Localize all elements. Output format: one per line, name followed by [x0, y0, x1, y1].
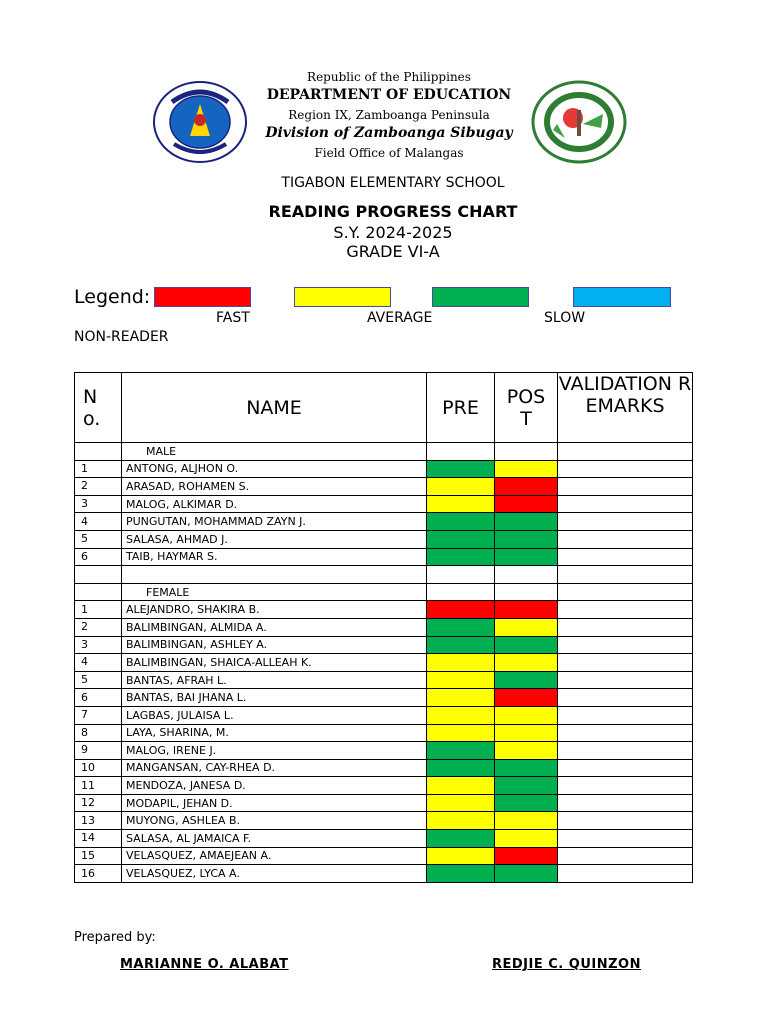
- header-post: POST: [495, 373, 558, 443]
- spacer-cell: [75, 566, 122, 584]
- legend-title: Legend:: [74, 286, 151, 308]
- section-no-cell: [75, 443, 122, 461]
- pre-status-cell: [427, 495, 495, 513]
- post-status-cell: [495, 865, 558, 883]
- section-label: MALE: [122, 443, 427, 461]
- pre-status-cell: [427, 742, 495, 760]
- student-number: 12: [75, 794, 122, 812]
- table-row: [75, 865, 693, 883]
- field-office-line: Field Office of Malangas: [314, 146, 464, 160]
- pre-status-cell: [427, 777, 495, 795]
- header-name: NAME: [122, 373, 427, 443]
- pre-status-cell: [427, 865, 495, 883]
- validation-remarks-cell: [558, 654, 693, 672]
- student-number: 16: [75, 865, 122, 883]
- student-name: BALIMBINGAN, SHAICA-ALLEAH K.: [122, 654, 427, 672]
- pre-status-cell: [427, 654, 495, 672]
- signatory-2: REDJIE C. QUINZON: [492, 957, 641, 972]
- student-number: 14: [75, 830, 122, 848]
- student-name: PUNGUTAN, MOHAMMAD ZAYN J.: [122, 513, 427, 531]
- pre-status-cell: [427, 830, 495, 848]
- student-number: 7: [75, 706, 122, 724]
- section-row: [75, 583, 693, 601]
- student-name: BANTAS, BAI JHANA L.: [122, 689, 427, 707]
- pre-status-cell: [427, 689, 495, 707]
- pre-status-cell: [427, 706, 495, 724]
- student-number: 2: [75, 478, 122, 496]
- prepared-by-label: Prepared by:: [74, 930, 156, 945]
- post-status-cell: [495, 671, 558, 689]
- post-status-cell: [495, 812, 558, 830]
- table-row: [75, 618, 693, 636]
- post-status-cell: [495, 601, 558, 619]
- post-status-cell: [495, 794, 558, 812]
- header-no: No.: [75, 373, 122, 443]
- student-name: VELASQUEZ, AMAEJEAN A.: [122, 847, 427, 865]
- student-number: 9: [75, 742, 122, 760]
- table-row: [75, 794, 693, 812]
- student-number: 5: [75, 671, 122, 689]
- legend-label-slow: SLOW: [544, 310, 586, 326]
- department-line: DEPARTMENT OF EDUCATION: [266, 87, 512, 103]
- table-row: [75, 601, 693, 619]
- student-number: 13: [75, 812, 122, 830]
- student-number: 1: [75, 601, 122, 619]
- post-status-cell: [495, 618, 558, 636]
- post-status-cell: [495, 513, 558, 531]
- table-row: [75, 812, 693, 830]
- student-name: MANGANSAN, CAY-RHEA D.: [122, 759, 427, 777]
- validation-remarks-cell: [558, 601, 693, 619]
- validation-remarks-cell: [558, 636, 693, 654]
- student-name: MALOG, ALKIMAR D.: [122, 495, 427, 513]
- student-number: 4: [75, 513, 122, 531]
- student-number: 4: [75, 654, 122, 672]
- student-name: MUYONG, ASHLEA B.: [122, 812, 427, 830]
- division-line: Division of Zamboanga Sibugay: [265, 125, 513, 141]
- validation-remarks-cell: [558, 742, 693, 760]
- signatory-1: MARIANNE O. ALABAT: [120, 957, 289, 972]
- table-row: [75, 706, 693, 724]
- table-row: [75, 759, 693, 777]
- validation-remarks-cell: [558, 513, 693, 531]
- validation-remarks-cell: [558, 460, 693, 478]
- post-status-cell: [495, 706, 558, 724]
- table-header-row: [75, 373, 693, 443]
- validation-remarks-cell: [558, 724, 693, 742]
- section-post-cell: [495, 583, 558, 601]
- student-name: LAGBAS, JULAISA L.: [122, 706, 427, 724]
- pre-status-cell: [427, 460, 495, 478]
- student-number: 3: [75, 636, 122, 654]
- table-row: [75, 636, 693, 654]
- student-number: 2: [75, 618, 122, 636]
- student-name: MODAPIL, JEHAN D.: [122, 794, 427, 812]
- validation-remarks-cell: [558, 777, 693, 795]
- student-number: 3: [75, 495, 122, 513]
- student-number: 6: [75, 548, 122, 566]
- spacer-cell: [122, 566, 427, 584]
- student-name: VELASQUEZ, LYCA A.: [122, 865, 427, 883]
- legend-swatch-slow: [432, 287, 529, 307]
- student-name: BALIMBINGAN, ASHLEY A.: [122, 636, 427, 654]
- pre-status-cell: [427, 847, 495, 865]
- table-row: [75, 689, 693, 707]
- student-name: ARASAD, ROHAMEN S.: [122, 478, 427, 496]
- validation-remarks-cell: [558, 812, 693, 830]
- pre-status-cell: [427, 530, 495, 548]
- post-status-cell: [495, 478, 558, 496]
- post-status-cell: [495, 777, 558, 795]
- post-status-cell: [495, 636, 558, 654]
- table-row: [75, 495, 693, 513]
- validation-remarks-cell: [558, 847, 693, 865]
- student-number: 11: [75, 777, 122, 795]
- student-name: MENDOZA, JANESA D.: [122, 777, 427, 795]
- table-row: [75, 830, 693, 848]
- section-post-cell: [495, 443, 558, 461]
- table-row: [75, 460, 693, 478]
- spacer-cell: [558, 566, 693, 584]
- student-name: ANTONG, ALJHON O.: [122, 460, 427, 478]
- post-status-cell: [495, 759, 558, 777]
- header-pre: PRE: [427, 373, 495, 443]
- post-status-cell: [495, 460, 558, 478]
- student-name: MALOG, IRENE J.: [122, 742, 427, 760]
- student-name: BANTAS, AFRAH L.: [122, 671, 427, 689]
- student-name: SALASA, AL JAMAICA F.: [122, 830, 427, 848]
- table-row: [75, 671, 693, 689]
- student-number: 8: [75, 724, 122, 742]
- pre-status-cell: [427, 548, 495, 566]
- header-validation-remarks: VALIDATION REMARKS: [558, 373, 693, 443]
- table-row: [75, 530, 693, 548]
- validation-remarks-cell: [558, 794, 693, 812]
- validation-remarks-cell: [558, 830, 693, 848]
- validation-remarks-cell: [558, 865, 693, 883]
- section-pre-cell: [427, 583, 495, 601]
- validation-remarks-cell: [558, 689, 693, 707]
- pre-status-cell: [427, 724, 495, 742]
- table-row: [75, 724, 693, 742]
- pre-status-cell: [427, 478, 495, 496]
- section-pre-cell: [427, 443, 495, 461]
- post-status-cell: [495, 495, 558, 513]
- validation-remarks-cell: [558, 618, 693, 636]
- table-row: [75, 742, 693, 760]
- spacer-cell: [495, 566, 558, 584]
- pre-status-cell: [427, 636, 495, 654]
- validation-remarks-cell: [558, 759, 693, 777]
- student-name: SALASA, AHMAD J.: [122, 530, 427, 548]
- post-status-cell: [495, 548, 558, 566]
- pre-status-cell: [427, 671, 495, 689]
- table-row: [75, 513, 693, 531]
- post-status-cell: [495, 742, 558, 760]
- post-status-cell: [495, 689, 558, 707]
- spacer-row: [75, 566, 693, 584]
- section-no-cell: [75, 583, 122, 601]
- student-number: 10: [75, 759, 122, 777]
- table-row: [75, 777, 693, 795]
- legend-swatch-average: [294, 287, 391, 307]
- table-row: [75, 478, 693, 496]
- section-remarks-cell: [558, 443, 693, 461]
- student-name: TAIB, HAYMAR S.: [122, 548, 427, 566]
- pre-status-cell: [427, 601, 495, 619]
- validation-remarks-cell: [558, 495, 693, 513]
- post-status-cell: [495, 847, 558, 865]
- section-remarks-cell: [558, 583, 693, 601]
- section-row: [75, 443, 693, 461]
- table-row: [75, 847, 693, 865]
- pre-status-cell: [427, 812, 495, 830]
- grade-section: GRADE VI-A: [346, 242, 440, 261]
- republic-line: Republic of the Philippines: [307, 70, 471, 84]
- legend-label-fast: FAST: [216, 310, 250, 326]
- student-number: 6: [75, 689, 122, 707]
- validation-remarks-cell: [558, 706, 693, 724]
- pre-status-cell: [427, 513, 495, 531]
- table-row: [75, 548, 693, 566]
- legend-swatch-non-reader: [573, 287, 671, 307]
- post-status-cell: [495, 530, 558, 548]
- pre-status-cell: [427, 759, 495, 777]
- pre-status-cell: [427, 794, 495, 812]
- post-status-cell: [495, 654, 558, 672]
- student-name: BALIMBINGAN, ALMIDA A.: [122, 618, 427, 636]
- student-number: 1: [75, 460, 122, 478]
- section-label: FEMALE: [122, 583, 427, 601]
- school-name: TIGABON ELEMENTARY SCHOOL: [281, 175, 505, 191]
- validation-remarks-cell: [558, 530, 693, 548]
- school-year: S.Y. 2024-2025: [333, 223, 453, 242]
- validation-remarks-cell: [558, 671, 693, 689]
- student-number: 5: [75, 530, 122, 548]
- table-row: [75, 654, 693, 672]
- validation-remarks-cell: [558, 548, 693, 566]
- post-status-cell: [495, 724, 558, 742]
- pre-status-cell: [427, 618, 495, 636]
- student-name: LAYA, SHARINA, M.: [122, 724, 427, 742]
- region-line: Region IX, Zamboanga Peninsula: [288, 108, 490, 122]
- legend-label-average: AVERAGE: [367, 310, 433, 326]
- legend-swatch-fast: [154, 287, 251, 307]
- student-name: ALEJANDRO, SHAKIRA B.: [122, 601, 427, 619]
- post-status-cell: [495, 830, 558, 848]
- validation-remarks-cell: [558, 478, 693, 496]
- student-number: 15: [75, 847, 122, 865]
- spacer-cell: [427, 566, 495, 584]
- reading-progress-table: [74, 372, 693, 883]
- legend-label-non-reader: NON-READER: [74, 329, 169, 345]
- page-title: READING PROGRESS CHART: [268, 202, 518, 221]
